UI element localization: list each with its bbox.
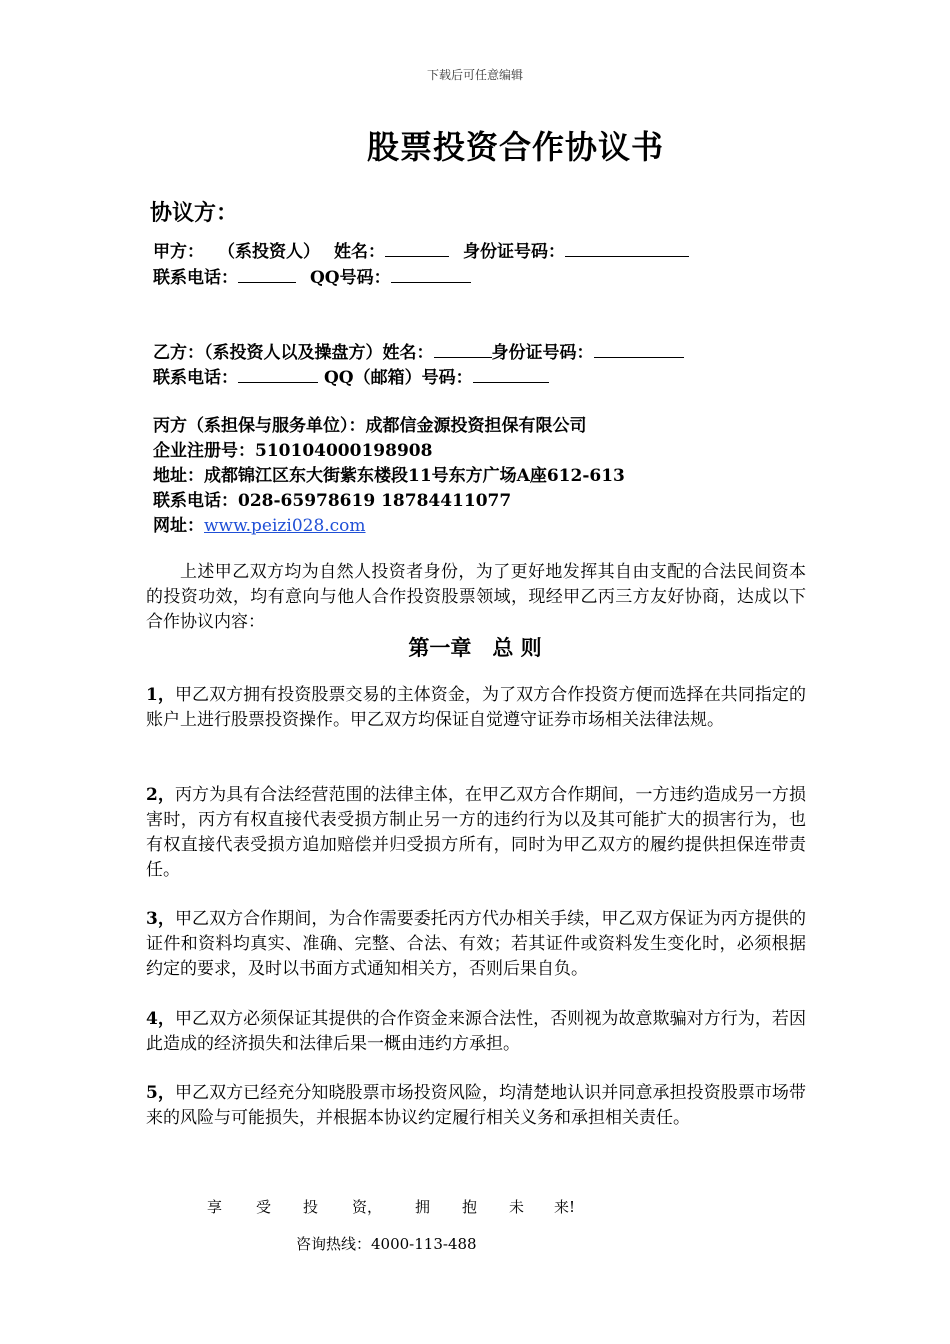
chapter-title: 第一章 总 则: [408, 635, 542, 660]
party-a-line-1: [153, 237, 689, 262]
party-b-id-label: 身份证号码：: [491, 343, 594, 363]
party-b-role: （系投资人以及操盘方）: [204, 343, 383, 363]
party-a-qq-field[interactable]: [391, 265, 471, 283]
party-a-name-label: 姓名：: [334, 242, 385, 262]
clause-number: 5，: [146, 1083, 175, 1103]
intro-paragraph: 上述甲乙双方均为自然人投资者身份，为了更好地发挥其自由支配的合法民间资本的投资功效，均有意向与他人合作投资股票领域，现经甲乙丙三方友好协商，达成以下合作协议内容：: [146, 562, 806, 632]
party-c-registration: 企业注册号：510104000198908: [153, 441, 433, 461]
party-a-qq-label: QQ号码：: [310, 268, 391, 288]
clause-number: 3，: [146, 909, 175, 929]
party-b-phone-label: 联系电话：: [153, 368, 238, 388]
parties-heading: 协议方：: [150, 200, 239, 226]
clause-number: 1，: [146, 685, 175, 705]
header-note: 下载后可任意编辑: [426, 68, 523, 82]
clause-4: [146, 1007, 806, 1057]
slogan-char: 投: [303, 1198, 319, 1216]
slogan-char: 享: [207, 1198, 223, 1216]
document-title: 股票投资合作协议书: [367, 128, 665, 166]
party-a-id-field[interactable]: [565, 239, 689, 257]
clause-text: 甲乙双方已经充分知晓股票市场投资风险，均清楚地认识并同意承担投资股票市场带来的风险与可能损失，并根据本协议约定履行相关义务和承担相关责任。: [146, 1083, 806, 1128]
party-a-line-2: [153, 263, 471, 288]
party-b-qq-label: QQ（邮箱）号码：: [324, 368, 473, 388]
footer-slogan: [207, 1196, 575, 1217]
party-a-prefix: 甲方：: [153, 242, 204, 262]
party-c-phone: 联系电话：028-65978619 18784411077: [153, 491, 512, 511]
party-b-prefix: 乙方：: [153, 343, 204, 363]
party-b-id-field[interactable]: [594, 340, 684, 358]
clause-5: [146, 1081, 806, 1131]
consult-hotline: 咨询热线：4000-113-488: [296, 1235, 477, 1253]
party-b-qq-field[interactable]: [473, 365, 549, 383]
slogan-char: 抱: [462, 1198, 478, 1216]
slogan-char: 来!: [554, 1198, 576, 1216]
party-b-name-field[interactable]: [434, 340, 492, 358]
party-a-id-label: 身份证号码：: [463, 242, 565, 262]
clause-text: 甲乙双方必须保证其提供的合作资金来源合法性，否则视为故意欺骗对方行为，若因此造成的经济损失和法律后果一概由违约方承担。: [146, 1009, 806, 1054]
clause-number: 2，: [146, 785, 175, 805]
party-c-address: 地址：成都锦江区东大街紫东楼段11号东方广场A座612-613: [153, 466, 625, 486]
party-b-line-1: [153, 338, 684, 363]
party-b-line-2: [153, 363, 549, 388]
slogan-char: 拥: [415, 1198, 431, 1216]
party-c-website-label: 网址：: [153, 516, 204, 536]
party-b-name-label: 姓名：: [382, 343, 434, 363]
clause-number: 4，: [146, 1009, 175, 1029]
party-b-phone-field[interactable]: [238, 365, 318, 383]
party-a-phone-field[interactable]: [238, 265, 296, 283]
clause-3: [146, 907, 806, 982]
website-link[interactable]: www.peizi028.com: [204, 516, 366, 536]
party-a-role: （系投资人）: [218, 242, 320, 262]
clause-2: [146, 783, 806, 883]
slogan-char: 受: [256, 1198, 272, 1216]
slogan-char: 未: [509, 1198, 525, 1216]
party-a-name-field[interactable]: [385, 239, 449, 257]
party-a-phone-label: 联系电话：: [153, 268, 238, 288]
party-c-company: 丙方（系担保与服务单位）：成都信金源投资担保有限公司: [153, 416, 587, 436]
clause-text: 丙方为具有合法经营范围的法律主体，在甲乙双方合作期间，一方违约造成另一方损害时，丙方有权直接代表受损方制止另一方的违约行为以及其可能扩大的损害行为，也有权直接代表受损方追加赔偿并归受损方所有，同时为甲乙双方的履约提供担保连带责任。: [146, 785, 806, 880]
slogan-char: 资，: [352, 1198, 383, 1216]
clause-1: [146, 683, 806, 733]
party-c-website-line: [153, 511, 366, 536]
clause-text: 甲乙双方合作期间，为合作需要委托丙方代办相关手续，甲乙双方保证为丙方提供的证件和资料均真实、准确、完整、合法、有效；若其证件或资料发生变化时，必须根据约定的要求，及时以书面方式通知相关方，否则后果自负。: [146, 909, 806, 979]
clause-text: 甲乙双方拥有投资股票交易的主体资金，为了双方合作投资方便而选择在共同指定的账户上进行股票投资操作。甲乙双方均保证自觉遵守证券市场相关法律法规。: [146, 685, 806, 730]
